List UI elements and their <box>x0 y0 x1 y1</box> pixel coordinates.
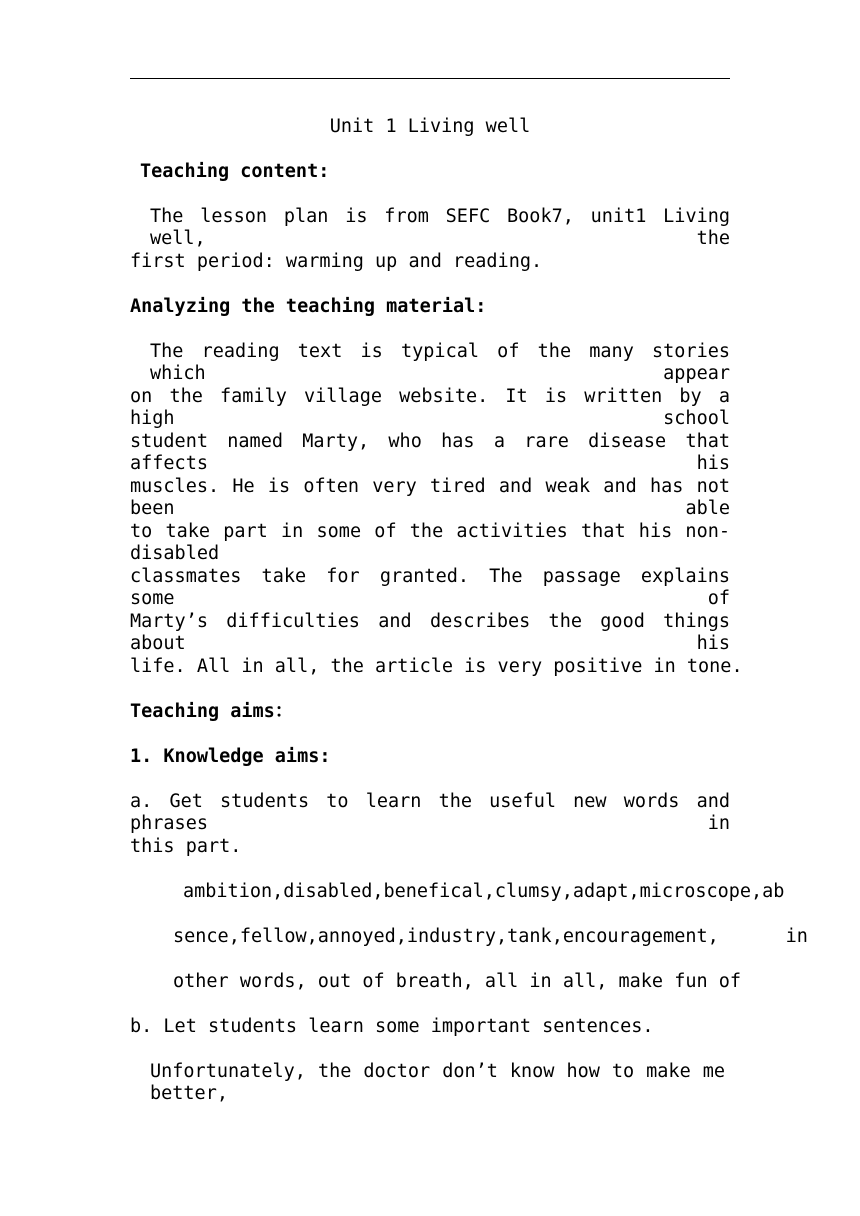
paragraph-line: student named Marty, who has a rare disease that affects his <box>130 431 730 474</box>
paragraph-line: life. All in all, the article is very positive in tone. <box>130 656 743 677</box>
heading-teaching-aims: Teaching aims： <box>130 701 294 722</box>
paragraph-line: The lesson plan is from SEFC Book7, unit1 Living well, the <box>150 206 730 249</box>
paragraph-line: to take part in some of the activities that his non-disabled <box>130 521 730 564</box>
header-rule <box>130 78 730 79</box>
list-item-a-continued: this part. <box>130 836 242 857</box>
vocabulary-line: sence,fellow,annoyed,industry,tank,encouragement, in <box>173 926 808 947</box>
subheading-knowledge-aims: 1. Knowledge aims: <box>130 746 331 767</box>
document-title: Unit 1 Living well <box>329 116 531 137</box>
vocabulary-line: other words, out of breath, all in all, make fun of <box>173 971 742 992</box>
paragraph-line: The reading text is typical of the many stories which appear <box>150 341 730 384</box>
list-item-a: a. Get students to learn the useful new words and phrases in <box>130 791 730 834</box>
list-item-b: b. Let students learn some important sentences. <box>130 1016 654 1037</box>
paragraph-line: first period: warming up and reading. <box>130 251 543 272</box>
heading-analyzing-material: Analyzing the teaching material: <box>130 296 487 317</box>
vocabulary-line: ambition,disabled,benefical,clumsy,adapt,microscope,ab <box>183 881 785 902</box>
heading-teaching-content: Teaching content: <box>140 161 330 182</box>
example-sentence: Unfortunately, the doctor don’t know how to make me better, <box>150 1061 725 1104</box>
paragraph-line: on the family village website. It is written by a high school <box>130 386 730 429</box>
paragraph-line: muscles. He is often very tired and weak and has not been able <box>130 476 730 519</box>
paragraph-line: Marty’s difficulties and describes the good things about his <box>130 611 730 654</box>
paragraph-line: classmates take for granted. The passage explains some of <box>130 566 730 609</box>
